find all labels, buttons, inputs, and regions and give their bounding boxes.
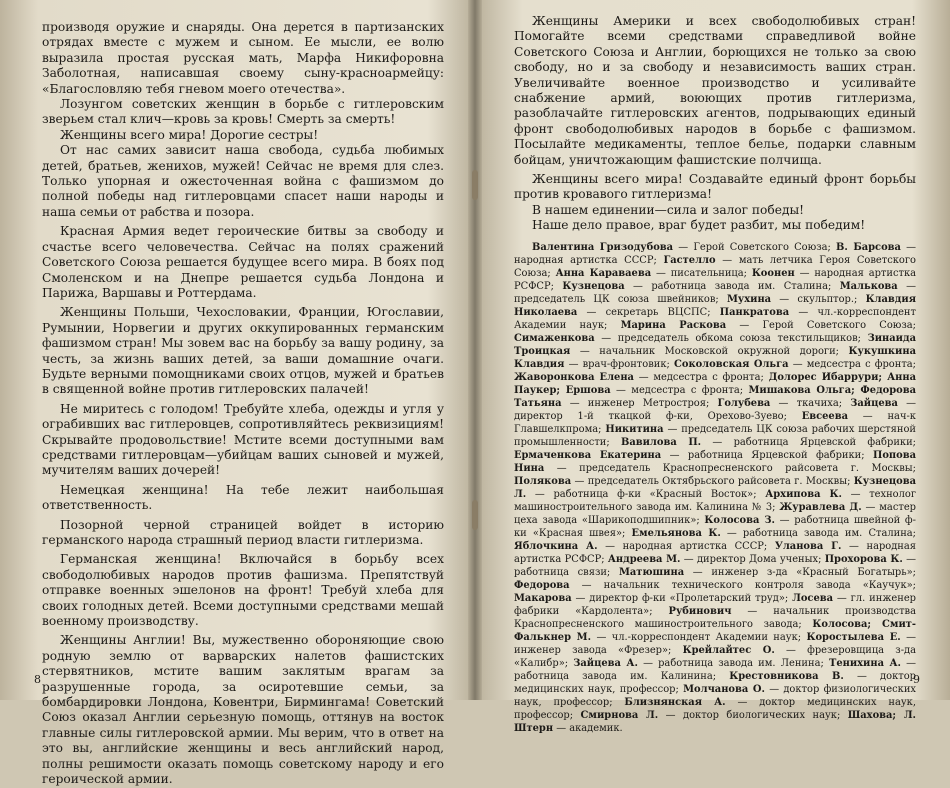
- signatory-title: — доктор медицинских наук, профессор;: [514, 696, 916, 721]
- signatory-name: Долорес Ибаррури; Анна Паукер; Ершова: [514, 371, 916, 396]
- signatory-name: Колосова; Смит-Фалькнер М.: [514, 618, 916, 643]
- signatory-name: Макарова: [514, 592, 572, 604]
- signatory-title: — ткачиха;: [770, 397, 851, 409]
- paragraph: Красная Армия ведет героические битвы за свободу и счастье всего человечества. Сейчас на полях сражений Советского Союза решается будущее всего мира. В боях под Смоленском и на Днепре решается судьба Лондона и Парижа, Варшавы и Роттердама.: [42, 224, 444, 300]
- paragraph: От нас самих зависит наша свобода, судьба любимых детей, братьев, женихов, мужей! Сейчас не время для слез. Только упорная и ожесточенная война с фашизмом до полной победы над гитлеровцами спасет наши народы и наша семьи от рабства и позора.: [42, 143, 444, 219]
- paragraph: Женщины всего мира! Дорогие сестры!: [60, 127, 319, 142]
- signatory-title: — секретарь ВЦСПС;: [577, 306, 720, 318]
- paragraph: Женщины Англии! Вы, мужественно обороняющие свою родную землю от варварских налетов фашистских стервятников, мстите вашим заклятым врагам за разрушенные города, за осиротевшие семьи, за бомбардировки Лондона, Ковентри, Бирмингама! Советский Союз оказал Англии серьезную помощь, оттянув на восток главные силы гитлеровской армии. Мы верим, что в ответ на это вы, английские женщины и весь английский народ, полны решимости оказать помощь советскому народу и его героической армии.: [42, 633, 444, 787]
- signatory-title: — чл.-корреспондент Академии наук;: [514, 306, 916, 331]
- signatory-name: Анна Караваева: [555, 267, 652, 279]
- signatory-name: Лосева: [792, 592, 833, 604]
- signatory-name: Журавлева Д.: [779, 501, 862, 513]
- signatory-title: — народная артистка РСФСР;: [514, 267, 916, 292]
- signatory-name: Архипова К.: [765, 488, 842, 500]
- signatory-title: — председатель ЦК союза рабочих шерстяной промышленности;: [514, 423, 916, 448]
- signatory-title: — врач-фронтовик;: [564, 358, 674, 370]
- signatory-name: Марина Раскова: [620, 319, 727, 331]
- signatory-name: Тенихина А.: [828, 657, 901, 669]
- signatory-name: Матюшина: [618, 566, 685, 578]
- paragraph: В нашем единении—сила и залог победы!: [532, 202, 805, 217]
- signatory-name: Зайцева: [850, 397, 898, 409]
- page-number: 9: [913, 673, 920, 686]
- signatories-list: [514, 241, 916, 735]
- signatory-title: — председатель Октябрьского райсовета г. Москвы;: [571, 475, 854, 487]
- signatory-title: — мастер цеха завода «Шарикоподшипник»;: [514, 501, 916, 526]
- signatory-name: Полякова: [514, 475, 572, 487]
- signatory-name: Никитина: [605, 423, 664, 435]
- signatory-title: — работница завода им. Ленина;: [637, 657, 829, 669]
- signatory-name: Коонен: [751, 267, 795, 279]
- signatory-name: Яблочкина А.: [514, 540, 598, 552]
- signatory-name: Шахова; Л. Штерн: [514, 709, 916, 734]
- signatory-title: — инженер завода «Фрезер»;: [514, 631, 917, 656]
- signatory-title: — директор ф-ки «Пролетарский труд»;: [571, 592, 793, 604]
- signatory-name: Жаворонкова Елена: [514, 371, 634, 383]
- signatory-name: Крестовникова В.: [729, 670, 844, 682]
- signatory-title: — гл. инженер фабрики «Кардолента»;: [514, 592, 916, 617]
- signatory-name: Уланова Г.: [774, 540, 842, 552]
- signatory-name: Малькова: [839, 280, 898, 292]
- signatory-name: Смирнова Л.: [580, 709, 659, 721]
- signatory-name: Молчанова О.: [683, 683, 765, 695]
- signatory-name: В. Барсова: [836, 241, 901, 253]
- signatory-title: — директор Дома ученых;: [680, 553, 825, 565]
- signatory-title: — скульптор.;: [771, 293, 866, 305]
- signatory-name: Кукушкина Клавдия: [514, 345, 916, 370]
- signatory-name: Попова Нина: [514, 449, 916, 474]
- signatory-title: — председатель Краснопресненского райсовета г. Москвы;: [544, 462, 916, 474]
- left-page: [0, 0, 472, 787]
- signatory-title: — нач-к Главшелкпрома;: [514, 410, 916, 435]
- signatory-name: Вавилова П.: [621, 436, 702, 448]
- signatory-title: — доктор физиологических наук, профессор;: [514, 683, 916, 708]
- paragraph: Женщины Америки и всех свободолюбивых стран! Помогайте всеми средствами справедливой войне Советского Союза и Англии, борющихся не только за свою свободу, но и за свободу и независимость ваших стран. Увеличивайте военное производство и усиливайте снабжение армий, воюющих против гитлеризма, разоблачайте гитлеровских агентов, подрывающих единый фронт свободолюбивых народов в борьбе с фашизмом. Посылайте медикаменты, теплое белье, подарки славным бойцам, уничтожающим фашистские полчища.: [514, 14, 916, 167]
- signatory-name: Мишакова Ольга; Федорова Татьяна: [514, 384, 917, 409]
- signatory-title: — инженер з-да «Красный Богатырь»;: [684, 566, 917, 578]
- signatory-title: — медсестра с фронта;: [610, 384, 749, 396]
- signatory-name: Коростылева Е.: [806, 631, 901, 643]
- signatory-name: Кузнецова: [562, 280, 625, 292]
- signatory-name: Кузнецова Л.: [514, 475, 916, 500]
- signatory-title: — председатель ЦК союза швейников;: [514, 280, 916, 305]
- signatory-name: Андреева М.: [607, 553, 681, 565]
- signatory-name: Колосова З.: [704, 514, 775, 526]
- signatory-title: — технолог машиностроительного завода им. Калинина № 3;: [514, 488, 917, 513]
- signatory-title: — писательница;: [651, 267, 752, 279]
- signatory-title: — медсестра с фронта;: [788, 358, 916, 370]
- signatory-title: — Герой Советского Союза;: [726, 319, 916, 331]
- signatory-name: Мухина: [726, 293, 772, 305]
- signatory-title: — инженер Метростроя;: [561, 397, 718, 409]
- signatory-name: Федорова: [514, 579, 570, 591]
- signatory-title: — доктор медицинских наук, профессор;: [514, 670, 916, 695]
- signatory-name: Крейлайтес О.: [682, 644, 775, 656]
- signatory-title: — работница Ярцевской фабрики;: [661, 449, 873, 461]
- right-page: [478, 0, 950, 734]
- signatory-title: — Герой Советского Союза;: [673, 241, 837, 253]
- paragraph: производя оружие и снаряды. Она дерется в партизанских отрядах вместе с мужем и сыном. Ее мысли, ее волю выразила простая русская мать, Марфа Никифоровна Заболотная, написавшая своему сыну-красноармейцу: «Благословляю тебя гневом моего отечества».: [42, 20, 444, 96]
- signatory-title: — начальник технического контроля завода «Каучук»;: [569, 579, 916, 591]
- signatory-title: — медсестра с фронта;: [633, 371, 769, 383]
- paragraph: Не миритесь с голодом! Требуйте хлеба, одежды и угля у ограбивших вас гитлеровцев, сопротивляйтесь реквизициям! Скрывайте продовольствие! Мстите всеми доступными вам средствами гитлеровцам—убийцам ваших сыновей и мужей, мучителям ваших дочерей!: [42, 401, 444, 478]
- signatory-name: Клавдия Николаева: [514, 293, 916, 318]
- paragraph: Женщины Польши, Чехословакии, Франции, Югославии, Румынии, Норвегии и других оккупированных германским фашизмом стран! Мы зовем вас на борьбу за вашу родину, за честь, за жизнь ваших детей, за ваши домашние очаги. Будьте верными помощниками своих отцов, мужей и братьев в священной войне против гитлеровских палачей!: [42, 305, 444, 397]
- paragraph: Позорной черной страницей войдет в историю германского народа страшный период власти гитлеризма.: [42, 517, 444, 547]
- signatory-title: — народная артистка РСФСР;: [514, 540, 917, 565]
- signatory-name: Панкратова: [719, 306, 790, 318]
- paragraph: Женщины всего мира! Создавайте единый фронт борьбы против кровавого гитлеризма!: [514, 172, 916, 202]
- signatory-name: Соколовская Ольга: [674, 358, 789, 370]
- signatory-name: Прохорова К.: [824, 553, 903, 565]
- signatory-name: Зинаида Троицкая: [514, 332, 916, 357]
- signatory-name: Рубинович: [668, 605, 732, 617]
- signatory-title: — работница завода им. Сталина;: [720, 527, 916, 539]
- paragraph: Наше дело правое, враг будет разбит, мы победим!: [532, 218, 866, 233]
- signatory-name: Голубева: [717, 397, 771, 409]
- signatory-name: Гастелло: [663, 254, 716, 266]
- paragraph: Германская женщина! Включайся в борьбу всех свободолюбивых народов против фашизма. Препятствуй отправке военных эшелонов на фронт! Требуй хлеба для своих голодных детей. Всеми доступными средствами мешай военному производству.: [42, 552, 444, 629]
- paragraph: Лозунгом советских женщин в борьбе с гитлеровским зверьем стал клич—кровь за кровь! Смерть за смерть!: [42, 97, 444, 127]
- page-number: 8: [34, 673, 41, 686]
- signatory-title: — чл.-корреспондент Академии наук;: [591, 631, 807, 643]
- signatory-title: — народная артистка СССР;: [597, 540, 775, 552]
- signatory-title: — академик.: [553, 722, 623, 734]
- signatory-name: Симаженкова: [514, 332, 595, 344]
- signatory-title: — работница ф-ки «Красный Восток»;: [526, 488, 766, 500]
- signatory-title: — начальник Московской окружной дороги;: [570, 345, 849, 357]
- signatory-title: — народная артистка СССР;: [514, 241, 917, 266]
- signatory-title: — доктор биологических наук;: [658, 709, 848, 721]
- signatory-title: — председатель обкома союза текстильщиков;: [594, 332, 868, 344]
- signatory-title: — мать летчика Героя Советского Союза;: [514, 254, 916, 279]
- signatory-title: — работница завода им. Калинина;: [514, 657, 917, 682]
- signatory-title: — работница Ярцевской фабрики;: [701, 436, 916, 448]
- signatory-name: Зайцева А.: [573, 657, 638, 669]
- signatory-name: Валентина Гризодубова: [532, 241, 674, 253]
- signatory-title: — работница швейной ф-ки «Красная швея»;: [514, 514, 916, 539]
- signatory-title: — работница завода им. Сталина;: [624, 280, 840, 292]
- signatory-title: — начальник производства Краснопресненского машиностроительного завода;: [514, 605, 916, 630]
- signatory-title: — фрезеровщица з-да «Калибр»;: [514, 644, 916, 669]
- signatory-name: Евсеева: [801, 410, 848, 422]
- paragraph: Немецкая женщина! На тебе лежит наибольшая ответственность.: [42, 482, 444, 513]
- signatory-title: — работница связи;: [514, 553, 917, 578]
- signatory-name: Ермаченкова Екатерина: [514, 449, 662, 461]
- signatory-name: Емельянова К.: [631, 527, 721, 539]
- signatory-title: — директор 1-й ткацкой ф-ки, Орехово-Зуево;: [514, 397, 916, 422]
- signatory-name: Близнянская А.: [624, 696, 726, 708]
